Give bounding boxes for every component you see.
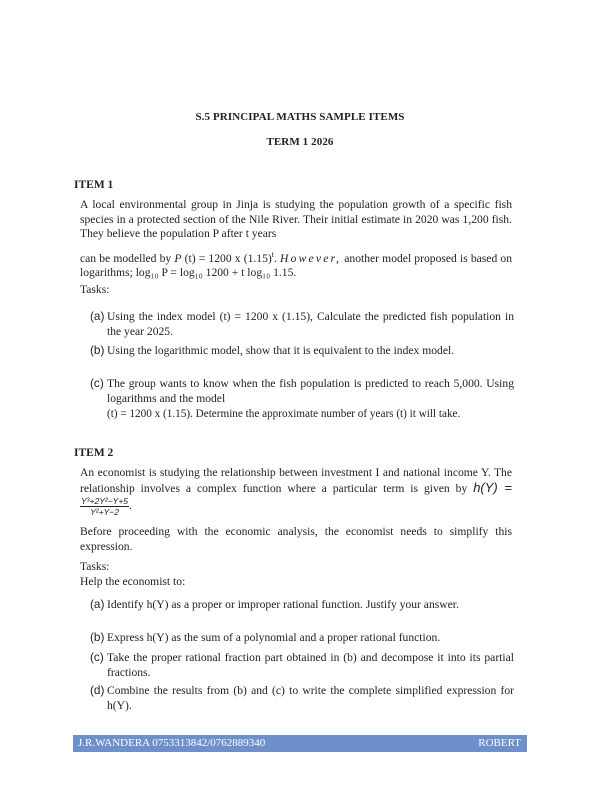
task-label: (b) — [90, 343, 105, 357]
page-title: S.5 PRINCIPAL MATHS SAMPLE ITEMS — [195, 111, 405, 123]
fraction-numerator: Y³+2Y²−Y+5 — [81, 496, 129, 507]
model-dot: . — [273, 251, 281, 265]
task-label: (a) — [90, 309, 105, 323]
task-label: (d) — [90, 683, 105, 697]
task-text: Express h(Y) as the sum of a polynomial and a proper rational function. — [107, 631, 441, 644]
task-label: (b) — [90, 630, 105, 644]
footer-author: ROBERT — [478, 737, 521, 749]
task-label: (a) — [90, 597, 105, 611]
model-prefix: can be modelled by — [80, 251, 172, 265]
item-1-tasks-label: Tasks: — [80, 283, 110, 296]
item-2-task-d — [90, 683, 514, 714]
item-2-heading: ITEM 2 — [74, 447, 114, 459]
item-1-model-paragraph — [80, 248, 512, 281]
task-text-2: (t) = 1200 x (1.15). Determine the approximate number of years (t) it will take. — [107, 407, 461, 420]
model-however: However, — [280, 251, 342, 265]
model-p: P — [174, 251, 182, 265]
model-equation: (t) = 1200 x (1.15) — [181, 251, 272, 265]
model-suffix: another model proposed is based on logarithms; — [80, 251, 512, 280]
rational-fraction — [80, 496, 129, 517]
item-1-task-b — [90, 343, 514, 359]
item-1-task-a — [90, 309, 514, 340]
item-2-intro — [80, 466, 512, 517]
item-2-task-b — [90, 630, 514, 646]
fraction-denominator: Y²+Y−2 — [90, 507, 119, 518]
footer-contact: J.R.WANDERA 0753313842/0762889340 — [78, 737, 266, 749]
item-2-tasks-label: Tasks: — [80, 560, 110, 573]
page-footer — [73, 735, 527, 752]
model-exponent: t — [271, 250, 274, 259]
task-text: Identify h(Y) as a proper or improper rational function. Justify your answer. — [107, 598, 459, 611]
item-2-para2: Before proceeding with the economic analysis, the economist needs to simplify this expression. — [80, 525, 512, 553]
log-equation: log₁₀ P = log₁₀ 1200 + t log₁₀ 1.15. — [132, 266, 297, 280]
item-2-help: Help the economist to: — [80, 575, 186, 588]
task-label: (c) — [90, 650, 104, 664]
item-1-intro: A local environmental group in Jinja is studying the population growth of a specific fish species in a protected section of the Nile River. Their initial estimate in 2020 was 1,200 fish. They believe the population P after t years — [80, 198, 512, 241]
item-1-heading: ITEM 1 — [74, 179, 114, 191]
item-1-task-c — [90, 376, 514, 421]
item-2-task-a — [90, 597, 514, 613]
function-name: h(Y) = — [473, 479, 512, 495]
task-text: Combine the results from (b) and (c) to write the complete simplified expression for h(Y). — [107, 684, 514, 712]
task-text: The group wants to know when the fish population is predicted to reach 5,000. Using logarithms and the model — [107, 377, 514, 405]
term-subtitle: TERM 1 2026 — [266, 136, 334, 148]
intro-end: . — [129, 499, 132, 513]
task-label: (c) — [90, 376, 104, 390]
item-2-task-c — [90, 650, 514, 681]
task-text: Using the index model (t) = 1200 x (1.15), Calculate the predicted fish population in the year 2025. — [107, 310, 514, 338]
task-text: Using the logarithmic model, show that it is equivalent to the index model. — [107, 344, 455, 357]
task-text: Take the proper rational fraction part obtained in (b) and decompose it into its partial fractions. — [107, 651, 514, 679]
item-2-intro-text: An economist is studying the relationship between investment I and national income Y. The relationship involves a complex function where a particular term is given by — [80, 466, 512, 495]
